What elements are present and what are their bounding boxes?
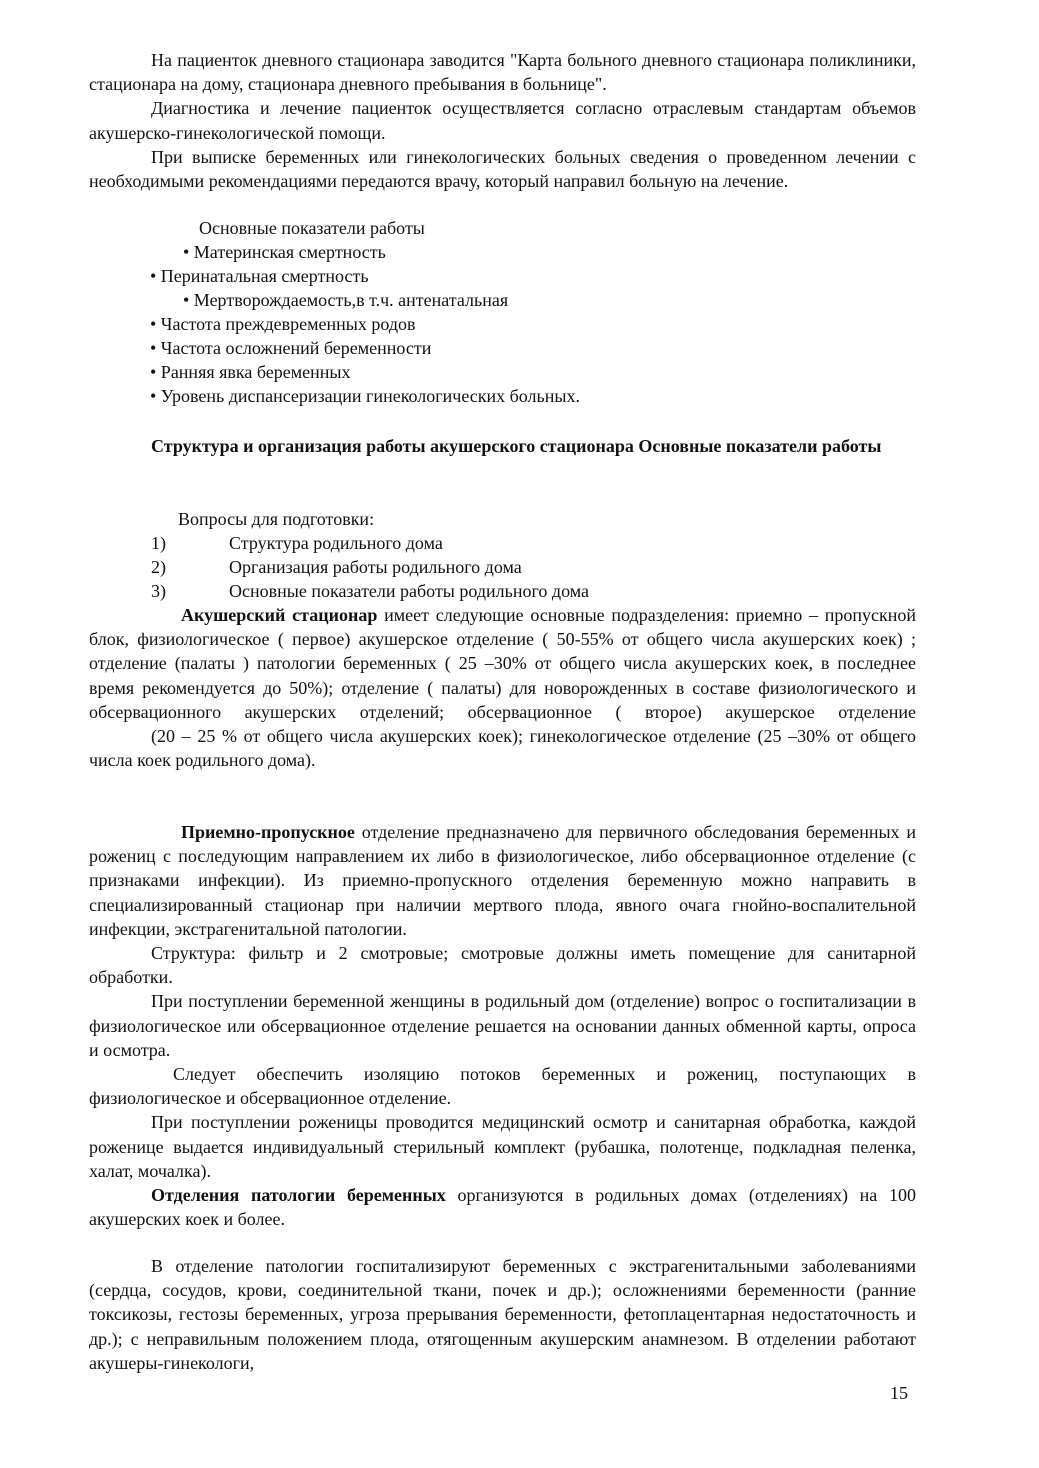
indicators-heading: Основные показатели работы [199,218,425,238]
paragraph-reception [89,820,916,941]
indicator-item: • Уровень диспансеризации гинекологических больных. [150,386,580,406]
term-reception: Приемно-пропускное [181,822,355,842]
pathology-section [89,1254,916,1375]
indicator-item: • Ранняя явка беременных [150,362,351,382]
paragraph-discharge: При выписке беременных или гинекологических больных сведения о проведенном лечении с необходимыми рекомендациями передаются врачу, который направил больную на лечение. [89,146,916,192]
indicator-item: • Частота осложнений беременности [150,338,432,358]
text-reception: отделение предназначено для первичного обследования беременных и рожениц с последующим направлением их либо в физиологическое, либо обсервационное отделение (с признаками инфекции). Из приемно-пропускного отделения беременную можно направить в специализированный стационар при наличии мертвого плода, явного очага гнойно-воспалительной инфекции, экстрагенитальной патологии. [89,822,916,939]
section-title: Структура и организация работы акушерского стационара Основные показатели работы [151,436,882,456]
indicator-item: • Перинатальная смертность [150,266,369,286]
question-text: Структура родильного дома [229,533,443,553]
paragraph-sanitary: При поступлении роженицы проводится медицинский осмотр и санитарная обработка, каждой роженице выдается индивидуальный стерильный комплект (рубашка, полотенце, подкладная пеленка, халат, мочалка). [89,1112,916,1181]
question-number: 3) [151,581,166,601]
term-pathology-units: Отделения патологии беременных [151,1185,446,1206]
text-pathology-units: организуются в родильных домах (отделениях) на 100 акушерских коек и более. [89,1185,916,1230]
paragraph-obstetric-hospital [89,603,916,724]
paragraph-diagnostics: Диагностика и лечение пациенток осуществляется согласно отраслевым стандартам объемов акушерско-гинекологической помощи. [89,98,916,143]
paragraph-gynecology-share: (20 – 25 % от общего числа акушерских коек); гинекологическое отделение (25 –30% от общего числа коек родильного дома). [89,726,916,771]
question-number: 1) [151,533,166,553]
indicator-item: • Материнская смертность [183,242,386,262]
paragraph-pathology-units [89,1183,916,1231]
term-obstetric-hospital: Акушерский стационар [181,605,378,625]
indicator-item: • Мертворождаемость,в т.ч. антенатальная [183,290,509,310]
text-obstetric-hospital: имеет следующие основные подразделения: приемно – пропускной блок, физиологическое ( первое) акушерское отделение ( 50-55% от общего числа акушерских коек) ; отделение (палаты ) патологии беременных ( 25 –30% от общего числа акушерских коек, в последнее время рекомендуется до 50%); отделение ( палаты) для новорожденных в составе физиологического и обсервационного акушерских отделений; обсервационное ( второе) акушерское отделение [89,605,916,722]
section-title-block [89,434,916,458]
question-text: Основные показатели работы родильного дома [229,581,590,601]
intro-section [89,48,916,193]
questions-heading: Вопросы для подготовки: [178,509,375,529]
question-text: Организация работы родильного дома [229,557,522,577]
paragraph-day-hospital-card: На пациенток дневного стационара заводится "Карта больного дневного стационара поликлиники, стационара на дому, стационара дневного пребывания в больнице". [89,50,916,95]
paragraph-isolation: Следует обеспечить изоляцию потоков беременных и рожениц, поступающих в физиологическое и обсервационное отделение. [89,1064,916,1109]
paragraph-structure: Структура: фильтр и 2 смотровые; смотровые должны иметь помещение для санитарной обработки. [89,943,916,988]
stationary-section [89,603,916,772]
page-number: 15 [890,1383,908,1403]
paragraph-pathology-admission: В отделение патологии госпитализируют беременных с экстрагенитальными заболеваниями (сердца, сосудов, крови, соединительной ткани, почек и др.); осложнениями беременности (ранние токсикозы, гестозы беременных, угроза прерывания беременности, фетоплацентарная недостаточность и др.); с неправильным положением плода, отягощенным акушерским анамнезом. В отделении работают акушеры-гинекологи, [89,1256,916,1373]
indicator-item: • Частота преждевременных родов [150,314,416,334]
reception-section [89,820,916,1231]
question-number: 2) [151,557,166,577]
paragraph-admission: При поступлении беременной женщины в родильный дом (отделение) вопрос о госпитализации в физиологическое или обсервационное отделение решается на основании данных обменной карты, опроса и осмотра. [89,991,916,1060]
